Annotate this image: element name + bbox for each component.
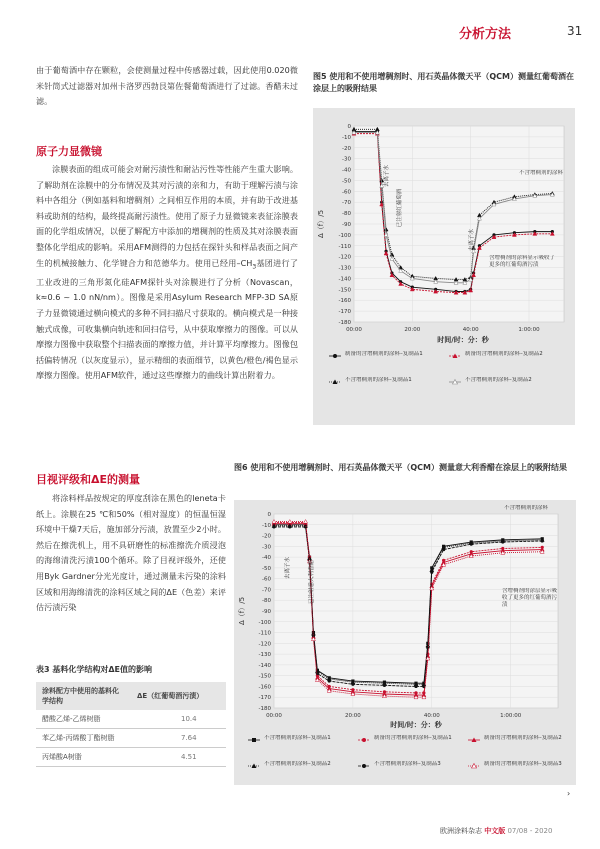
fig5-y-tick-label: -140	[338, 276, 351, 283]
fig6-chart	[234, 500, 576, 785]
fig6-point	[541, 539, 544, 542]
fig5-y-tick-label: -90	[342, 222, 351, 228]
fig5-legend-item-2	[465, 351, 570, 371]
fig5-legend-text-4: 不含增稠剂的涂料–复制品2	[465, 377, 532, 383]
afm-text-2: 基团进行了工业改进的三角形氮化硅AFM探针头对涂膜进行了分析（Novascan，k≈0.6 ~ 1.0 nN/nm）。图像是采用Asylum Research MFP-3D SA原子力显微镜通过横向模式的多种不同扫描尺寸获取的。横向模式是一种接触式成像，可收集横向轨迹和回扫信号，从中获取摩擦力的图像。可以从摩擦力图像中获取整个扫描表面的摩擦力值，并计算平均摩擦力。图像包括偏转情况（以灰度显示），显示精细的表面细节，以黄色/橙色/褐色显示摩擦力图像。使用AFM软件，通过这些摩擦力的曲线计算出附着力。	[36, 257, 298, 381]
fig5-y-tick-label: -100	[338, 232, 351, 239]
fig5-y-label: Δ（f）/5	[317, 209, 325, 239]
fig6-y-tick-label: -70	[262, 587, 271, 594]
table3-cell-name: 醋酸乙烯-乙烯树脂	[36, 710, 131, 729]
fig6-x-tick-label: 1:00:00	[500, 713, 522, 719]
fig6-legend-text-4: 不含增稠剂的涂料–复制品2	[264, 761, 331, 767]
intro-paragraph: 由于葡萄酒中存在颗粒，会使测量过程中传感器过载，因此使用0.020微米针筒式过滤器对加州卡洛罗西勃艮第佐餐葡萄酒进行了过滤。香醋未过滤。	[36, 65, 298, 107]
footer	[440, 826, 552, 836]
fig5-legend-item-3	[345, 377, 445, 397]
table3	[36, 682, 226, 767]
fig6-x-tick-label: 40:00	[423, 713, 440, 719]
fig5-y-tick-label: -70	[342, 200, 351, 207]
footer-edition: 中文版	[484, 827, 506, 835]
fig5-legend	[329, 351, 570, 397]
fig6-y-tick-label: -140	[258, 662, 271, 669]
fig6-y-tick-label: -100	[258, 619, 271, 626]
fig5-legend-item-1	[345, 351, 445, 371]
fig5-x-tick-label: 1:00:00	[518, 327, 540, 333]
table3-header-row	[36, 682, 226, 710]
table-row	[36, 729, 226, 748]
ch3-formula: CH	[240, 257, 253, 268]
fig6-legend-marker-5	[362, 764, 366, 768]
footer-journal: 欧洲涂料杂志	[440, 827, 482, 835]
fig5-y-tick-label: -50	[342, 178, 351, 185]
fig5-injection-annot: 已注射红葡萄酒	[397, 188, 403, 228]
fig5-thickener-annot: 含增稠剂的涂料显示吸收了更多的红葡萄酒污渍	[489, 255, 556, 268]
fig6-x-label: 时间/时：分：秒	[390, 721, 442, 729]
fig5-y-tick-label: -130	[338, 265, 351, 272]
fig6-y-tick-label: -60	[262, 576, 271, 583]
fig6-y-tick-label: -30	[262, 544, 271, 551]
fig6-no-thickener-annot: 不含增稠剂的涂料	[504, 505, 549, 511]
fig5-y-tick-label: -110	[338, 243, 351, 250]
fig5-y-tick-label: -150	[338, 287, 351, 294]
fig5-panel	[313, 108, 575, 425]
fig6-point	[304, 525, 307, 528]
fig6-no-thickener-annot-box	[504, 505, 554, 527]
fig6-legend-text-2: 制备的含增稠剂的涂料–复制品1	[374, 735, 452, 741]
fig6-point	[501, 540, 504, 543]
fig5-x-tick-label: 20:00	[404, 327, 421, 333]
fig6-y-label: Δ（f）/5	[238, 596, 246, 626]
fig5-y-tick-label: -80	[342, 211, 351, 218]
fig6-legend-item-5	[374, 761, 464, 781]
fig5-y-tick-label: 0	[347, 124, 351, 130]
visual-paragraph: 将涂料样品按规定的厚度刮涂在黑色的leneta卡纸上。涂膜在25 ℃和50%（相对湿度）的恒温恒湿环境中干燥7天后，施加部分污渍，放置至少2小时。然后在擦洗机上，用不具研磨性的标准擦洗介质浸泡的海绵清洗污渍100个循环。除了目视评级外，还使用Byk Gardner分光光度计，通过测量未污染的涂料区域和用海绵清洗的涂料区域之间的ΔE（色差）来评估污渍污染	[36, 493, 226, 613]
table3-cell-value: 10.4	[131, 710, 226, 729]
fig6-y-tick-label: -170	[258, 695, 271, 702]
table3-cell-value: 4.51	[131, 748, 226, 767]
table3-col2-header: ΔE（红葡萄酒污渍）	[131, 682, 226, 710]
table3-col1-header: 涂料配方中使用的基料化学结构	[36, 682, 131, 710]
fig5-legend-item-4	[465, 377, 570, 397]
fig6-y-tick-label: -180	[258, 706, 271, 712]
fig5-legend-marker-1	[333, 354, 337, 358]
fig5-legend-text-2: 制备的含增稠剂的涂料–复制品2	[465, 351, 543, 357]
fig6-injection-annot: 已注射意大利香醋	[309, 559, 315, 605]
fig6-legend-item-6	[484, 761, 574, 781]
fig6-legend-item-2	[374, 735, 464, 755]
table3-cell-name: 苯乙烯-丙烯酸丁酯树脂	[36, 729, 131, 748]
fig6-x-tick-label: 00:00	[266, 713, 282, 719]
visual-heading: 目视评级和ΔE的测量	[36, 473, 141, 486]
fig5-x-tick-label: 40:00	[462, 327, 479, 333]
fig6-point	[288, 525, 291, 528]
fig6-point	[442, 548, 445, 551]
fig6-legend-text-6: 制备的含增稠剂的涂料–复制品3	[484, 761, 562, 767]
table-row	[36, 748, 226, 767]
fig6-legend-marker-1	[252, 738, 256, 742]
fig5-y-tick-label: -160	[338, 298, 351, 305]
afm-paragraph	[36, 162, 298, 384]
ch3-subscript: 3	[252, 263, 257, 271]
fig5-y-tick-label: -30	[342, 156, 351, 163]
fig6-y-tick-label: 0	[267, 512, 271, 518]
fig6-point	[470, 543, 473, 546]
fig6-thickener-annot-box	[502, 588, 558, 622]
fig6-thickener-annot: 含增稠剂的涂层显示吸收了更多的红葡萄酒污渍	[502, 588, 558, 608]
fig5-water-annot: 去离子水	[384, 164, 390, 188]
fig5-water-annot-2: 去离子水	[469, 228, 475, 252]
table3-caption: 表3 基料化学结构对ΔE值的影响	[36, 665, 153, 674]
fig6-y-tick-label: -90	[262, 609, 271, 615]
fig6-y-tick-label: -150	[258, 673, 271, 680]
fig5-legend-text-1: 制备的含增稠剂的涂料–复制品1	[345, 351, 423, 357]
fig5-legend-text-3: 不含增稠剂的涂料–复制品1	[345, 377, 412, 383]
fig5-plot-area	[339, 124, 564, 333]
fig6-point	[272, 525, 275, 528]
fig5-y-tick-label: -60	[342, 189, 351, 196]
fig6-legend	[248, 735, 574, 781]
fig5-y-tick-label: -180	[338, 320, 351, 326]
next-page-arrow[interactable]: ›	[567, 789, 571, 798]
fig6-legend-text-3: 制备的含增稠剂的涂料–复制品2	[484, 735, 562, 741]
fig5-x-label: 时间/时：分：秒	[437, 336, 489, 344]
fig6-point	[383, 684, 386, 687]
fig6-legend-item-4	[264, 761, 354, 781]
fig6-legend-marker-2	[362, 738, 366, 742]
fig6-water-annot: 去离子水	[285, 556, 291, 580]
fig6-point	[430, 571, 433, 574]
fig6-y-tick-label: -10	[262, 522, 271, 529]
fig6-legend-item-3	[484, 735, 574, 755]
fig6-caption: 图6 使用和不使用增稠剂时、用石英晶体微天平（QCM）测量意大利香醋在涂层上的吸附结果	[234, 463, 567, 472]
afm-heading: 原子力显微镜	[36, 145, 102, 158]
table3-cell-name: 丙烯酸A树脂	[36, 748, 131, 767]
fig6-legend-text-5: 不含增稠剂的涂料–复制品3	[374, 761, 441, 767]
afm-text-1: 涂膜表面的组成可能会对耐污渍性和耐沾污性等性能产生重大影响。了解助剂在涂膜中的分布情况及其对污渍的亲和力，有助于理解污渍与涂料中各组分（例如基料和增稠剂）之间相互作用的本质，并有助于改进基料或助剂的结构，最终提高耐污渍性。使用了原子力显微镜来表征涂膜表面的化学组成情况，以便了解配方中添加的增稠剂的性质及其对涂膜表面整体化学组成的影响。采用AFM测得的力包括在探针头和样品表面之间产生的机械接触力、化学键合力和范德华力。使用已经用–	[36, 164, 298, 268]
table-row	[36, 710, 226, 729]
fig6-panel	[234, 500, 576, 785]
fig5-no-thickener-annot: 不含增稠剂的涂料	[519, 170, 564, 176]
fig6-y-tick-label: -80	[262, 598, 271, 605]
fig6-x-tick-label: 20:00	[344, 713, 361, 719]
fig5-x-tick-label: 00:00	[346, 327, 362, 333]
fig5-no-thickener-annot-box	[519, 170, 565, 196]
fig5-y-tick-label: -120	[338, 254, 351, 261]
table3-cell-value: 7.64	[131, 729, 226, 748]
fig6-y-tick-label: -160	[258, 684, 271, 691]
fig6-point	[328, 679, 331, 682]
fig5-y-tick-label: -20	[342, 145, 351, 152]
page-number: 31	[567, 24, 583, 38]
fig6-legend-item-1	[264, 735, 354, 755]
fig6-y-tick-label: -130	[258, 652, 271, 659]
fig5-y-tick-label: -170	[338, 309, 351, 316]
fig6-y-tick-label: -50	[262, 565, 271, 572]
fig6-y-tick-label: -110	[258, 630, 271, 637]
fig5-thickener-annot-box	[489, 255, 559, 287]
section-title: 分析方法	[459, 27, 512, 42]
fig5-y-tick-label: -40	[342, 167, 351, 174]
fig6-y-tick-label: -120	[258, 641, 271, 648]
fig6-y-tick-label: -20	[262, 533, 271, 540]
fig6-legend-text-1: 不含增稠剂的涂料–复制品1	[264, 735, 331, 741]
fig5-chart	[313, 108, 575, 425]
fig6-point	[414, 685, 417, 688]
fig5-y-tick-label: -10	[342, 134, 351, 141]
fig6-point	[351, 683, 354, 686]
footer-date: 07/08 - 2020	[507, 827, 553, 835]
fig5-caption: 图5 使用和不使用增稠剂时、用石英晶体微天平（QCM）测量红葡萄酒在涂层上的吸附结果	[313, 72, 574, 93]
fig6-y-tick-label: -40	[262, 555, 271, 562]
